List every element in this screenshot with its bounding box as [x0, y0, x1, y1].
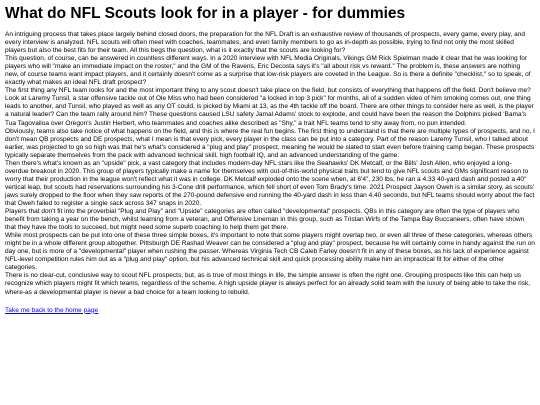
article-paragraph: Then there's what's known as an "upside" pick, a vast category that includes modern-day NFL stars like the Seahawks' DK Metcalf, or the Bills' Josh Allen, who enjoyed a long-overdue breakout in 2020. This group of players typically make a name for themselves with out-of-this-world physical traits but tend to give NFL scouts and GMs significant reason to worry that their production in the league won't reflect what it was in college. DK Metcalf exploded onto the scene when, at 6'4", 230 lbs, he ran a 4.33 40-yard dash and posted a 40" vertical leap, but scouts had reservations surrounding his 3-Cone drill performance, which fell short of even Tom Brady's time. 2021 Prospect Jayson Oweh is a similar story, as scouts' jaws surely dropped to the floor when they saw reports of the 270-pound defensive end running the 40-yard dash in less than 4.40 seconds, but NFL teams should worry about the fact that Oweh failed to register a single sack across 347 snaps in 2020. [5, 159, 535, 207]
article-paragraph: There is no clear-cut, conclusive way to scout NFL prospects, but, as is true of most things in life, the simple answer is often the right one. Grouping prospects like this can help us recognize which players might fit which teams, regardless of the scheme. A high upside player is always perfect for an already solid team with the luxury of being able to take the risk, where-as a developmental player is never a bad choice for a team looking to rebuild. [5, 272, 531, 296]
page-title: What do NFL Scouts look for in a player - for dummies [5, 5, 406, 22]
back-link-container [5, 307, 535, 315]
article-body [5, 31, 535, 297]
home-page-link[interactable]: Take me back to the home page [5, 306, 99, 314]
article-paragraph: An intriguing process that takes place largely behind closed doors, the preparation for the NFL Draft is an exhaustive review of thousands of prospects, every game, every play, and every interview is analyzed. NFL scouts will often meet with coaches, teammates, and even family members to go as in-depth as possible, trying to find not only the most skilled players but also the best fits for their team. All this begs the question, what is it exactly that the scouts are looking for? [5, 31, 526, 55]
article-paragraph: Obviously, teams also take notice of what happens on the field, and this is where the real fun begins. The first thing to understand is that there are multiple types of prospects, and no, I don't mean QB prospects and DE prospects, what I mean is that every pick, every player in the class can be put into a category. Part of the reason Laremy Tunsil, who I talked about earlier, was projected to go so high was that he's what's considered a "plug and play" prospect, meaning he would be slated to start even before training camp began. These prospects typically separate themselves from the pack with advanced technical skill, high football IQ, and an advanced understanding of the game. [5, 127, 535, 159]
article-paragraph: The first thing any NFL team looks for and the most important thing to any scout doesn't take place on the field, but consists of everything that happens off the field. Don't believe me? Look at Laremy Tunsil, a star offensive tackle out of Ole Miss who had been considered "a locked in top 3 pick" for months, all of a sudden video of him smoking comes out, one thing leads to another, and Tunsil, who played as well as any OT could, is picked by Miami at 13, as the 4th tackle off the board. There are other things to consider here as well, is the player a natural leader? Can the team rally around him? These questions caused LSU safety Jamal Adams' stock to explode, and could have been the reason the Dolphins picked 'Bama's Tua Tagovailoa over Oregon's Justin Herbert, who teammates and coaches alike described as "Shy," a trait NFL teams tend to shy away from, no pun intended. [5, 87, 534, 127]
article-paragraph: While most prospects can be put into one of these three simple boxes, it's important to note that some players might overlap two, or even all three of these categories, whereas others might be in a whole different group altogether. Pittsburgh DE Rashad Weaver can be considered a "plug and play" prospect, because he will certainly come in handy against the run on day one, but is more of a "developmental" player when rushing the passer. Whereas Virginia Tech CB Caleb Farley doesn't fit in any of these boxes, as his lack of experience against NFL-level competition rules him out as a "plug and play" option, but his advanced technical skill and quick processing ability make him an impractical fit for either of the other categories. [5, 232, 535, 272]
article-paragraph: This question, of course, can be answered in countless different ways. In a 2020 interview with NFL Media Originals, Vikings GM Rick Spielman made it clear that he was looking for players who will "make an immediate impact on the roster," and the GM of the Ravens, Eric Decosta says it's "all about risk vs reward." The problem is, these answers are nothing new, of course teams want impact players, and it certainly doesn't come as a surprise that low-risk players are coveted in the League. So is there a definite "checklist," so to speak, of exactly what makes an ideal NFL draft prospect? [5, 55, 531, 87]
article-paragraph: Players that don't fit into the proverbial "Plug and Play" and "Upside" categories are often called "developmental" prospects. QBs in this category are often the type of players who benefit from taking a year on the bench, whilst learning from a veteran, and Offensive Lineman in this group, such as Tristan Wirfs of the Tampa Bay Buccaneers, often have shown that they have the tools to succeed, but might need some superb coaching to help them get there. [5, 208, 525, 232]
